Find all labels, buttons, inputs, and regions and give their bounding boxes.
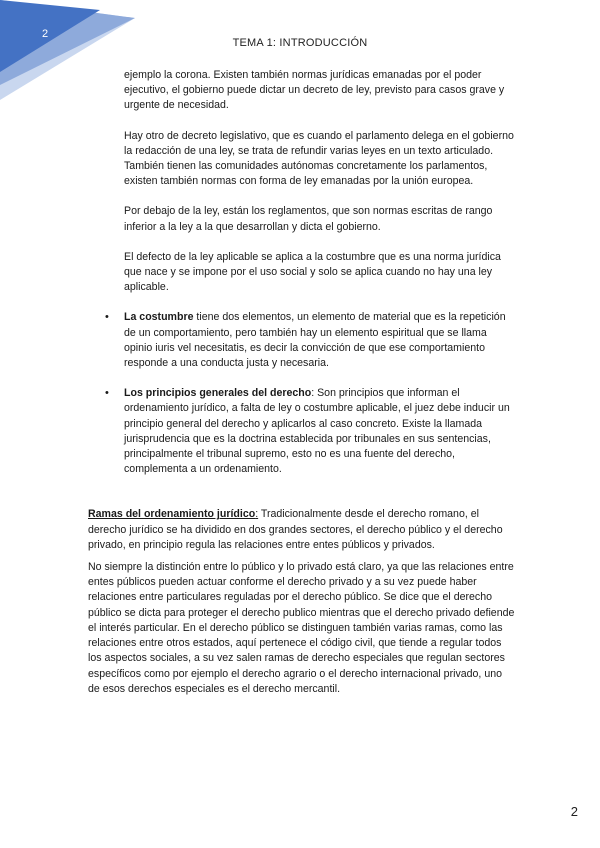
bullet-icon: • bbox=[105, 311, 109, 324]
paragraph-decreto-ley: ejemplo la corona. Existen también normas jurídicas emanadas por el poder ejecutivo, el gobierno puede dictar un decreto de ley, previsto para casos grave y urgente de necesidad. bbox=[124, 69, 505, 112]
bullet-text: tiene dos elementos, un elemento de material que es la repetición de un comportamiento, pero también hay un elemento espiritual que se llama opinio iuris vel necesitatis, es decir la convicción de que ese comportamiento responde a una conducta justa y necesaria. bbox=[124, 311, 506, 370]
ramas-text: Tradicionalmente desde el derecho romano, el derecho jurídico se ha dividido en dos grandes sectores, el derecho público y el derecho privado, en principio regula las relaciones entre entes públicos y privados. bbox=[88, 508, 503, 551]
bullet-icon: • bbox=[105, 387, 109, 400]
heading-colon: : bbox=[255, 508, 259, 521]
indented-section bbox=[124, 68, 516, 295]
bullet-term: La costumbre bbox=[124, 311, 194, 324]
bullet-list bbox=[88, 310, 516, 477]
paragraph-publico-privado: No siempre la distinción entre lo público y lo privado está claro, ya que las relaciones entre entes públicos pueden actuar conforme el derecho privado y a su vez puede haber relaciones entre particulares reguladas por el derecho público. Se dice que el derecho público se dicta para proteger el derecho publico mientras que el derecho privado defiende el interés particular. En el derecho público se distinguen también varias ramas, como las relaciones entre otros estados, aquí pertenece el código civil, que tiende a regular todos los aspectos sociales, a su vez salen ramas de derecho especiales que regulan sectores específicos como por ejemplo el derecho agrario o el derecho internacional privado, uno de esos derechos especiales es el derecho mercantil. bbox=[88, 561, 515, 695]
paragraph-reglamentos: Por debajo de la ley, están los reglamentos, que son normas escritas de rango inferior a la ley a la que desarrollan y dicta el gobierno. bbox=[124, 205, 493, 233]
bullet-term: Los principios generales del derecho bbox=[124, 387, 312, 400]
page-header-title: TEMA 1: INTRODUCCIÓN bbox=[232, 37, 368, 49]
paragraph-ramas bbox=[88, 507, 516, 553]
list-item bbox=[88, 386, 516, 477]
list-item bbox=[88, 310, 516, 371]
footer-page-number: 2 bbox=[570, 804, 578, 819]
corner-page-number: 2 bbox=[42, 28, 49, 40]
paragraph-decreto-legislativo: Hay otro de decreto legislativo, que es cuando el parlamento delega en el gobierno la redacción de una ley, se trata de refundir varias leyes en un texto articulado. También tienen las comunidades autónomas concretamente los parlamentos, existen también normas con forma de ley emanadas por la unión europea. bbox=[124, 129, 514, 188]
document-body bbox=[88, 68, 516, 697]
section-heading-ramas: Ramas del ordenamiento jurídico bbox=[88, 508, 256, 521]
paragraph-costumbre-intro: El defecto de la ley aplicable se aplica a la costumbre que es una norma jurídica que nace y se impone por el uso social y solo se aplica cuando no hay una ley aplicable. bbox=[124, 250, 501, 294]
bullet-text: : Son principios que informan el ordenamiento jurídico, a falta de ley o costumbre aplicable, el juez debe inducir un principio general del derecho y aplicarlos al caso concreto. Existe la llamada jurisprudencia que es la doctrina establecida por tribunales en sus sentencias, principalmente el tribunal supremo, esto no es una fuente del derecho, complementa a un ordenamiento. bbox=[124, 387, 510, 476]
